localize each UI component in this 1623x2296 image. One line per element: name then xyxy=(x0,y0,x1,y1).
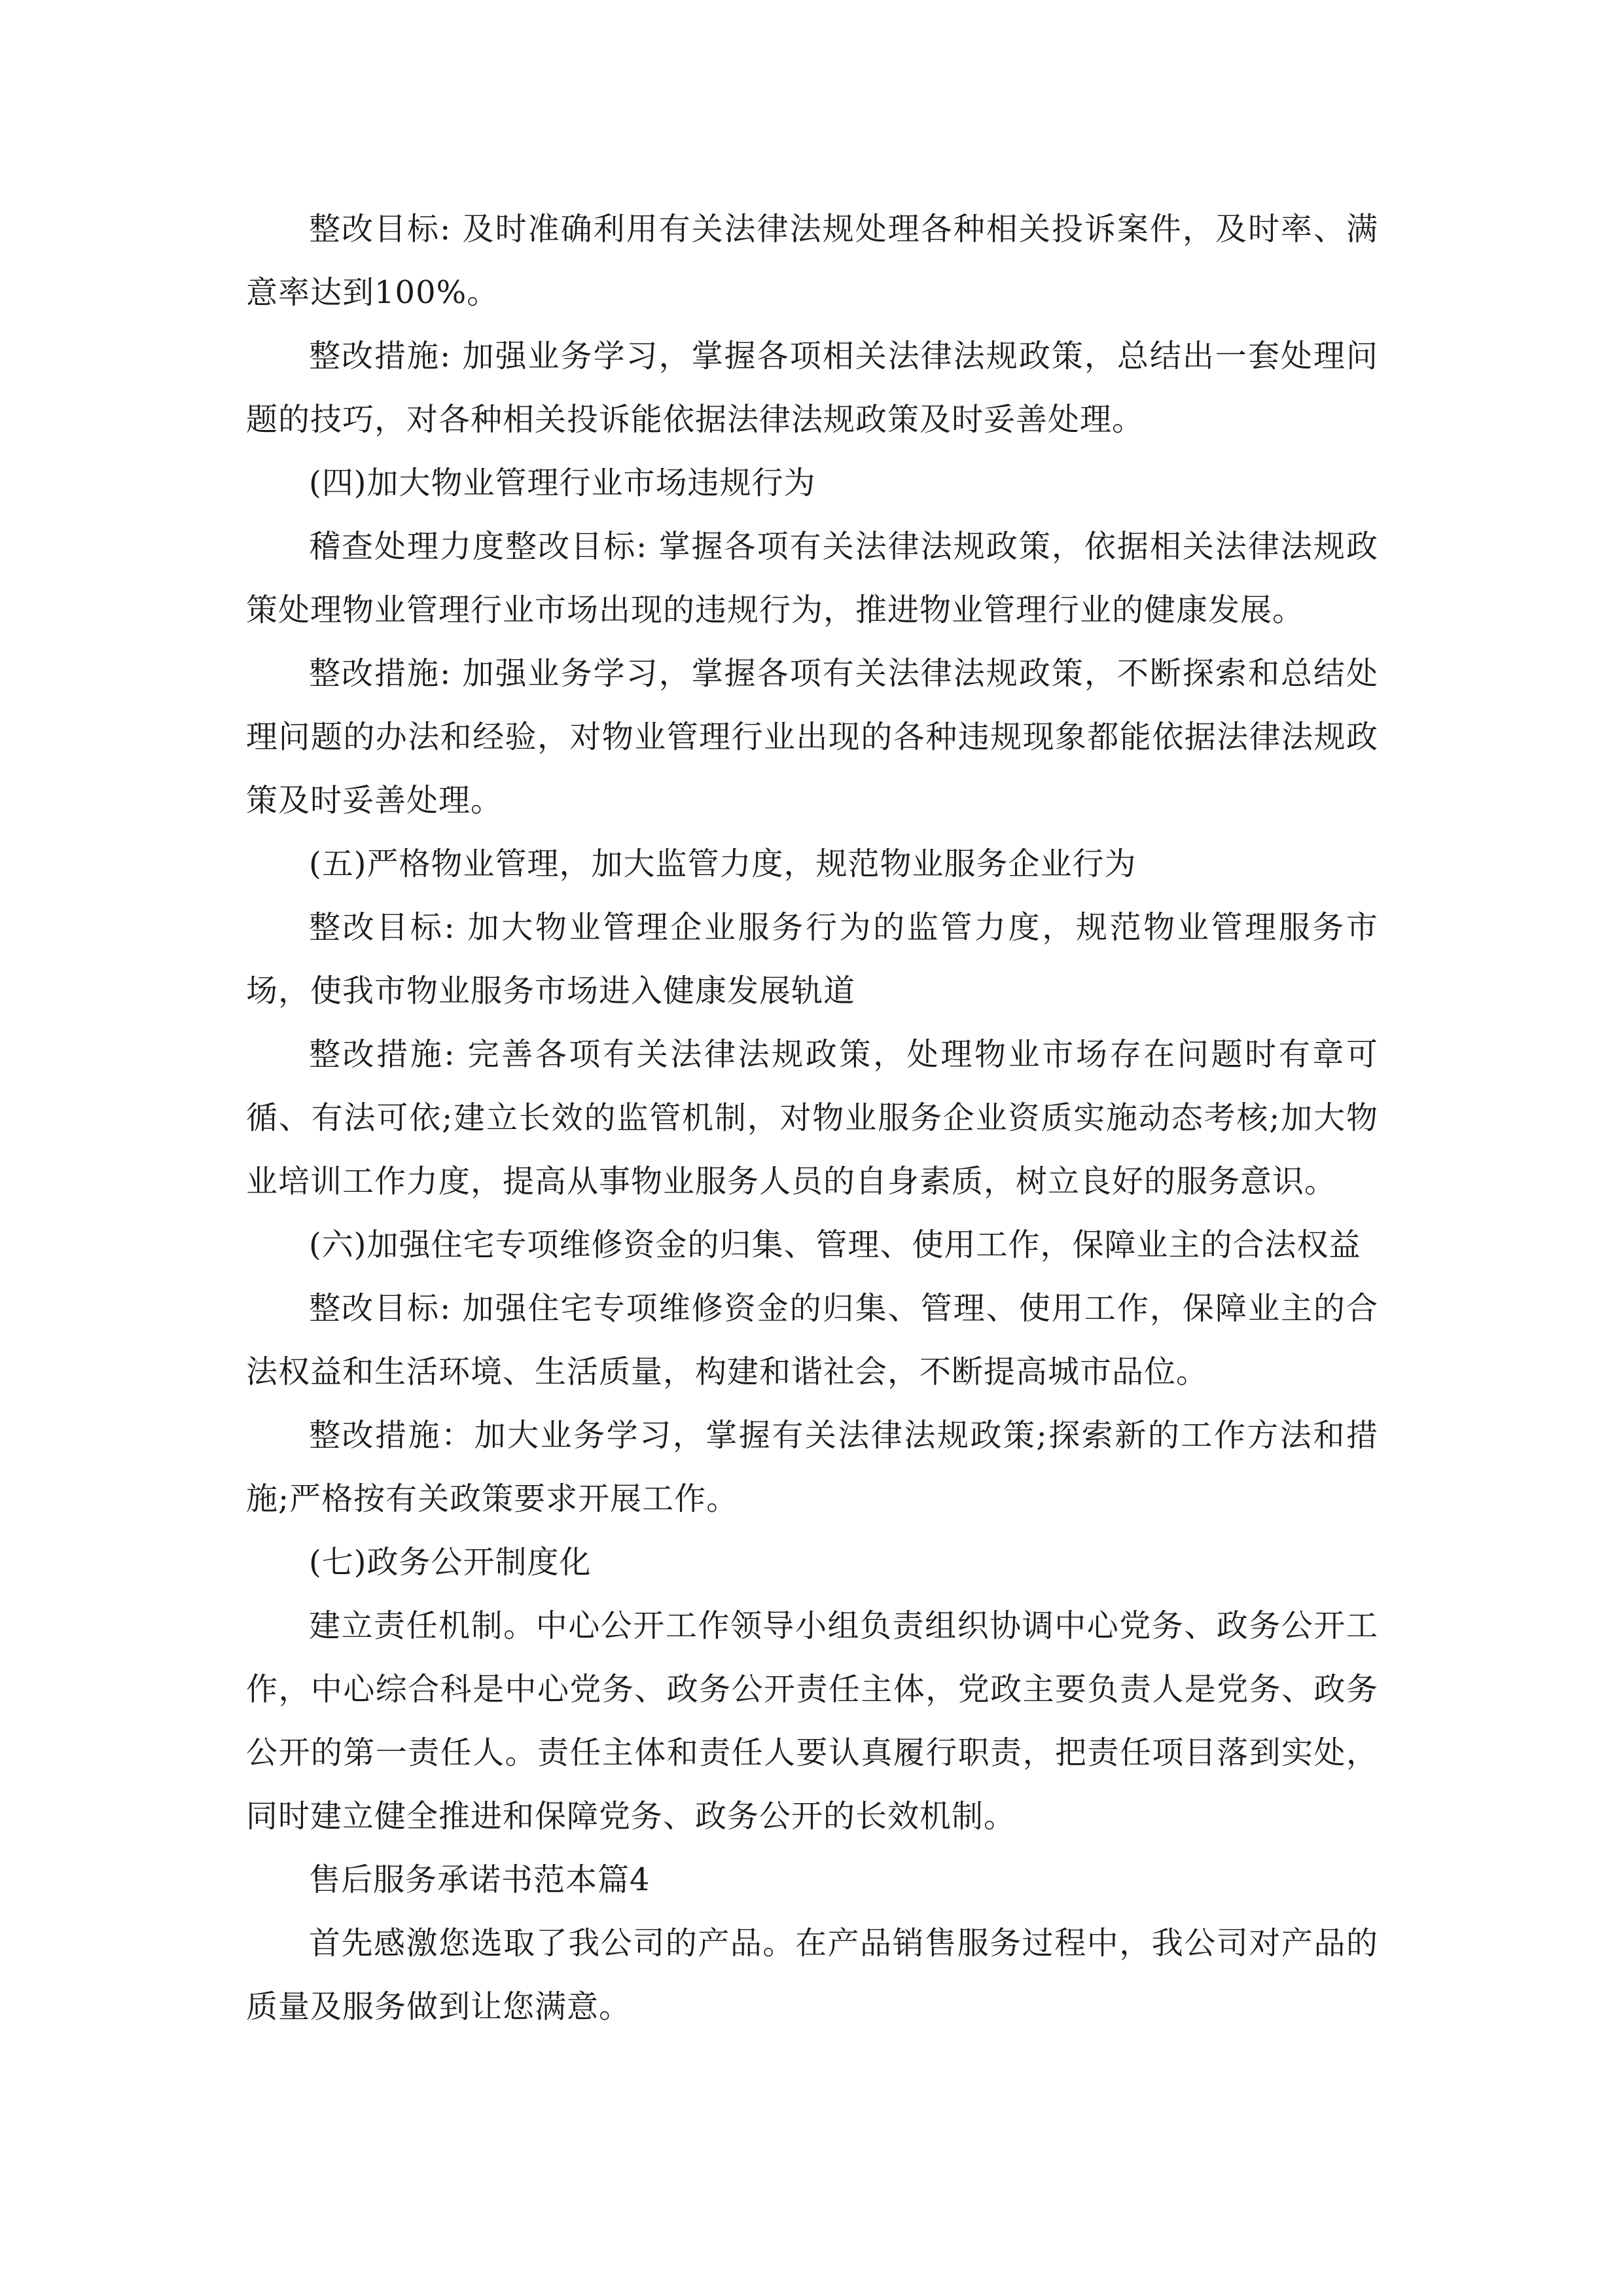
paragraph-target-1: 整改目标: 及时准确利用有关法律法规处理各种相关投诉案件，及时率、满意率达到100%。 xyxy=(246,211,1378,311)
paragraph-target-4: 整改目标: 加强住宅专项维修资金的归集、管理、使用工作，保障业主的合法权益和生活环境、生活质量，构建和谐社会，不断提高城市品位。 xyxy=(246,1290,1378,1390)
paragraph-measure-2: 整改措施: 加强业务学习，掌握各项有关法律法规政策，不断探索和总结处理问题的办法和经验，对物业管理行业出现的各种违规现象都能依据法律法规政策及时妥善处理。 xyxy=(246,655,1378,819)
section-heading-7: (七)政务公开制度化 xyxy=(309,1544,592,1581)
document-body xyxy=(246,198,1378,2039)
section-heading-5: (五)严格物业管理，加大监管力度，规范物业服务企业行为 xyxy=(309,846,1137,882)
paragraph-intro: 首先感激您选取了我公司的产品。在产品销售服务过程中，我公司对产品的质量及服务做到让您满意。 xyxy=(246,1925,1378,2025)
paragraph-measure-3: 整改措施: 完善各项有关法律法规政策，处理物业市场存在问题时有章可循、有法可依;建立长效的监管机制，对物业服务企业资质实施动态考核;加大物业培训工作力度，提高从事物业服务人员的自身素质，树立良好的服务意识。 xyxy=(246,1036,1378,1200)
paragraph-measure-1: 整改措施: 加强业务学习，掌握各项相关法律法规政策，总结出一套处理问题的技巧，对各种相关投诉能依据法律法规政策及时妥善处理。 xyxy=(246,338,1378,438)
section-heading-4: (四)加大物业管理行业市场违规行为 xyxy=(309,465,816,501)
paragraph-target-3: 整改目标: 加大物业管理企业服务行为的监管力度，规范物业管理服务市场，使我市物业服务市场进入健康发展轨道 xyxy=(246,909,1378,1009)
paragraph-target-2: 稽查处理力度整改目标: 掌握各项有关法律法规政策，依据相关法律法规政策处理物业管理行业市场出现的违规行为，推进物业管理行业的健康发展。 xyxy=(246,528,1378,628)
section-heading-6: (六)加强住宅专项维修资金的归集、管理、使用工作，保障业主的合法权益 xyxy=(309,1227,1361,1263)
chapter-heading-4: 售后服务承诺书范本篇4 xyxy=(309,1861,651,1898)
paragraph-measure-4: 整改措施：加大业务学习，掌握有关法律法规政策;探索新的工作方法和措施;严格按有关政策要求开展工作。 xyxy=(246,1417,1378,1517)
paragraph-responsibility: 建立责任机制。中心公开工作领导小组负责组织协调中心党务、政务公开工作，中心综合科是中心党务、政务公开责任主体，党政主要负责人是党务、政务公开的第一责任人。责任主体和责任人要认真履行职责，把责任项目落到实处，同时建立健全推进和保障党务、政务公开的长效机制。 xyxy=(246,1607,1378,1835)
